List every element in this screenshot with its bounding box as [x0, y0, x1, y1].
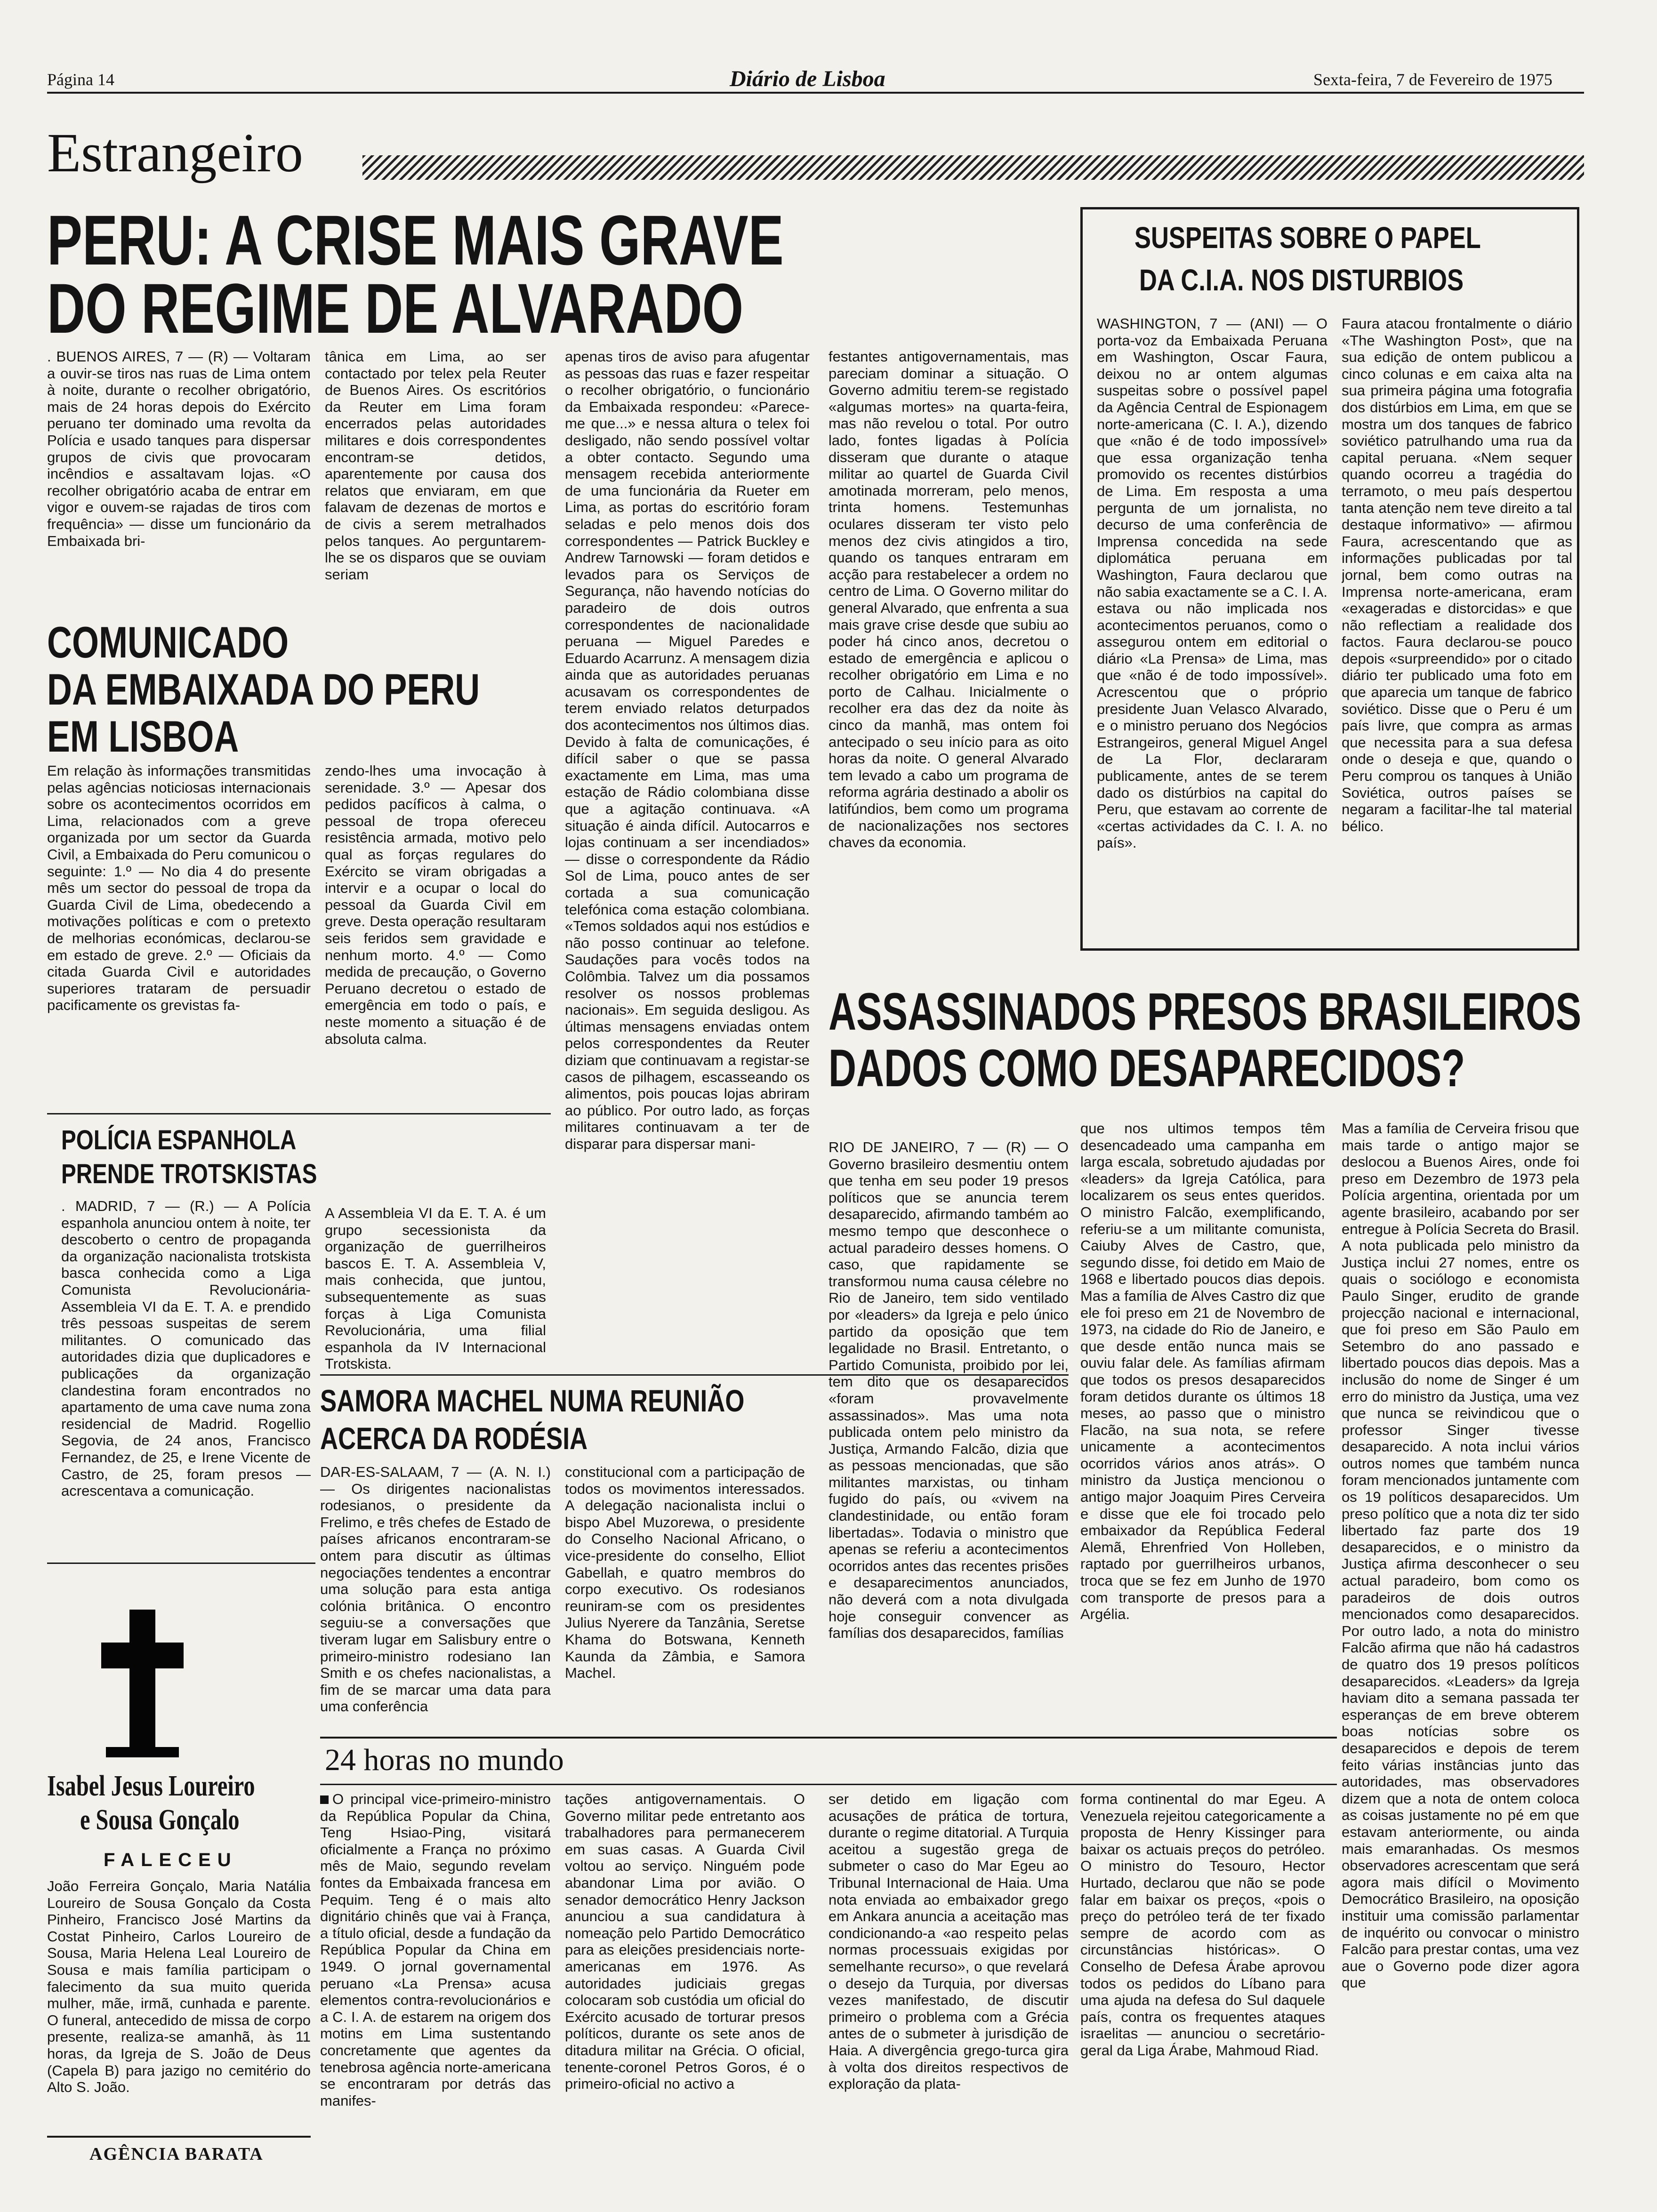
- cia-col-2: Faura atacou frontalmente o diário «The Washington Post», que na sua edição de ontem publicou a cinco colunas e em caixa alta na sua primeira página uma fotografia dos distúrbios em Lima, em que se mostra um dos tanques de fabrico soviético patrulhando uma rua da capital peruana. «Nem sequer quando ocorreu a tragédia do terramoto, o meu país despertou tanta atenção nem teve direito a tal destaque informativo» — afirmou Faura, acrescentando que as informações publicadas por tal jornal, bem como outras na Imprensa norte-americana, eram «exageradas e distorcidas» e que não reflectiam a realidade dos factos. Faura declarou-se pouco depois «surpreendido» por o citado diário ter publicado uma foto em que aparecia um tanque de fabrico soviético. Disse que o Peru é um país livre, que compra as armas que necessita para a sua defesa onde o deseja e que, quando o Peru comprou os tanques à União Soviética, outros países se negaram a facilitar-lhe tal material bélico.: [1342, 315, 1572, 834]
- brasil-col-1: RIO DE JANEIRO, 7 — (R) — O Governo brasileiro desmentiu ontem que tenha em seu poder 19 presos políticos que se anuncia terem desaparecido, afirmando também ao mesmo tempo que desconhece o actual paradeiro desses homens. O caso, que rapidamente se transformou numa causa célebre no Rio de Janeiro, tem sido ventilado por «leaders» da Igreja e pelo único partido da oposição que tem legalidade no Brasil. Entretanto, o Partido Comunista, proibido por lei, tem dito que os desaparecidos «foram provavelmente assassinados». Mas uma nota publicada ontem pelo ministro da Justiça, Armando Falcão, dizia que as pessoas mencionadas, que são militantes marxistas, ou tinham fugido do país, ou «vivem na clandestinidade, ou então foram libertadas». Todavia o ministro que apenas se referiu a acontecimentos ocorridos antes das recentes prisões e desaparecimentos anunciados, não deverá com a nota divulgada hoje conseguir convencer as famílias dos desaparecidos, famílias: [828, 1139, 1069, 1642]
- samora-col-2: constitucional com a participação de todos os movimentos interessados. A delegação nacionalista inclui o bispo Abel Muzorewa, o presidente do Conselho Nacional Africano, o vice-presidente do conselho, Elliot Gabellah, e quatro membros do corpo executivo. Os rodesianos reuniram-se com os presidentes Julius Nyerere da Tanzânia, Seretse Khama do Botswana, Kenneth Kaunda da Zâmbia, e Samora Machel.: [565, 1464, 805, 1682]
- samora-headline-2: ACERCA DA RODÉSIA: [320, 1421, 588, 1456]
- masthead-rule: [47, 92, 1584, 94]
- horas-rule: [320, 1737, 1337, 1739]
- obituary-rule: [47, 2136, 311, 2138]
- brasil-headline-1: ASSASSINADOS PRESOS BRASILEIROS: [828, 982, 1582, 1041]
- brasil-col-2: que nos ultimos tempos têm desencadeado uma campanha em larga escala, sobretudo ajudadas por «leaders» da Igreja Católica, para localizarem os seus entes queridos. O ministro Falcão, exemplificando, referiu-se a um militante comunista, Caiuby Alves de Castro, que, segundo disse, foi detido em Maio de 1968 e libertado poucos dias depois. Mas a família de Alves Castro diz que ele foi preso em 21 de Novembro de 1973, na cidade do Rio de Janeiro, e que desde então nunca mais se ouviu falar dele. As famílias afirmam que todos os presos desaparecidos foram detidos durante os últimos 18 meses, ao passo que o ministro Flacão, na sua nota, se refere unicamente a acontecimentos ocorridos vários anos atrás». O ministro da Justiça mencionou o antigo major Joaquim Pires Cerveira e disse que ele foi trocado pelo embaixador da República Federal Alemã, Ehrenfried Von Holleben, raptado por guerrilheiros urbanos, troca que se fez em Junho de 1970 com transporte de presos para a Argélia.: [1080, 1120, 1325, 1623]
- horas-col-1: O principal vice-primeiro-ministro da República Popular da China, Teng Hsiao-Ping, visitará oficialmente a França no próximo mês de Maio, segundo revelam fontes da Embaixada francesa em Pequim. Teng é o mais alto dignitário chinês que vai à França, a título oficial, desde a fundação da República Popular da China em 1949. O jornal governamental peruano «La Prensa» acusa elementos contra-revolucionários e a C. I. A. de estarem na origem dos motins em Lima sustentando concretamente que agentes da tenebrosa agência norte-americana se encontraram por detrás das manifes-: [320, 1791, 551, 2205]
- peru-col-2: tânica em Lima, ao ser contactado por telex pela Reuter de Buenos Aires. Os escritórios da Reuter em Lima foram encerrados pelas autoridades militares e dois correspondentes encontram-se detidos, aparentemente por causa dos relatos que enviaram, em que falavam de dezenas de mortos e de civis a serem metralhados pelos tanques. Ao perguntarem-lhe se os disparos que se ouviam seriam: [325, 348, 546, 583]
- obituary-agency: AGÊNCIA BARATA: [89, 2144, 264, 2164]
- policia-col-1: . MADRID, 7 — (R.) — A Polícia espanhola anunciou ontem à noite, ter descoberto o centro de propaganda da organização nacionalista trotskista basca conhecida como a Liga Comunista Revolucionária-Assembleia VI da E. T. A. e prendido três pessoas suspeitas de serem militantes. O comunicado das autoridades dizia que duplicadores e publicações da organização clandestina foram encontrados no apartamento de uma cave numa zona residencial de Madrid. Rogellio Segovia, de 24 anos, Francisco Fernandez, de 25, e Irene Vicente de Castro, de 25, foram presos — acrescentava a comunicação.: [61, 1198, 311, 1499]
- obituary-faleceu: FALECEU: [104, 1850, 238, 1870]
- samora-headline-1: SAMORA MACHEL NUMA REUNIÃO: [320, 1383, 745, 1418]
- samora-col-1: DAR-ES-SALAAM, 7 — (A. N. I.) — Os dirigentes nacionalistas rodesianos, o presidente da Frelimo, e três chefes de Estado de países africanos encontraram-se ontem para discutir as últimas negociações tendentes a encontrar uma solução para esta antiga colónia britânica. O encontro seguiu-se a conversações que tiveram lugar em Salisbury entre o primeiro-ministro rodesiano Ian Smith e os chefes nacionalistas, a fim de se marcar uma data para uma conferência: [320, 1464, 551, 1715]
- peru-col-1: . BUENOS AIRES, 7 — (R) — Voltaram a ouvir-se tiros nas ruas de Lima ontem à noite, durante o recolher obrigatório, mais de 24 horas depois do Exército peruano ter dominado uma revolta da Polícia e usado tanques para dispersar grupos de civis que provocaram incêndios e assaltavam lojas. «O recolher obrigatório acaba de entrar em vigor e ouvem-se rajadas de tiros com frequência» — disse um funcionário da Embaixada bri-: [47, 348, 311, 549]
- cia-col-1: WASHINGTON, 7 — (ANI) — O porta-voz da Embaixada Peruana em Washington, Oscar Faura, deixou no ar ontem algumas suspeitas sobre o possível papel da Agência Central de Espionagem norte-americana (C. I. A.), dizendo que «não é de todo impossível» que essa organização tenha promovido os recentes distúrbios de Lima. Em resposta a uma pergunta de um jornalista, no decurso de uma conferência de Imprensa concedida na sede diplomática peruana em Washington, Faura declarou que não sabia exactamente se a C. I. A. estava ou não implicada nos acontecimentos peruanos, como o assegurou ontem em editorial o diário «La Prensa» de Lima, mas que «não é de todo impossível». Acrescentou que o próprio presidente Juan Velasco Alvarado, e o ministro peruano dos Negócios Estrangeiros, general Miguel Angel de La Flor, declararam publicamente, antes de se terem dado os distúrbios na capital do Peru, que estavam ao corrente de «certas actividades da C. I. A. no país».: [1097, 315, 1327, 851]
- section-title: Estrangeiro: [47, 122, 303, 184]
- embaixada-col-2: zendo-lhes uma invocação à serenidade. 3.º — Apesar dos pedidos pacíficos à calma, o pessoal de tropa ofereceu resistência armada, motivo pelo qual as forças regulares do Exército se viram obrigadas a intervir e a ocupar o local do pessoal da Guarda Civil em greve. Desta operação resultaram seis feridos sem gravidade e nenhum morto. 4.º — Como medida de precaução, o Governo Peruano decretou o estado de emergência em todo o país, e neste momento a situação é de absoluta calma.: [325, 762, 546, 1047]
- embaixada-headline-1: COMUNICADO: [47, 617, 289, 667]
- horas-col-3: ser detido em ligação com acusações de prática de tortura, durante o regime ditatorial. A Turquia aceitou a sugestão grega de submeter o caso do Mar Egeu ao Tribunal Internacional de Haia. Uma nota enviada ao embaixador grego em Ankara anuncia a aceitação mas condicionando-a «ao respeito pelas normas processuais exigidas por semelhante recurso», o que revelará o desejo da Turquia, por diversas vezes manifestado, de discutir primeiro o problema com a Grécia antes de o submeter à jurisdição de Haia. A divergência grego-turca gira à volta dos direitos respectivos de exploração da plata-: [828, 1791, 1069, 2092]
- brasil-headline-2: DADOS COMO DESAPARECIDOS?: [828, 1039, 1465, 1098]
- obituary-name-1: Isabel Jesus Loureiro: [47, 1770, 255, 1802]
- embaixada-headline-2: DA EMBAIXADA DO PERU: [47, 665, 480, 714]
- policia-rule: [47, 1563, 315, 1564]
- embaixada-col-1: Em relação às informações transmitidas pelas agências noticiosas internacionais sobre os acontecimentos ocorridos em Lima, relacionados com a greve organizada por um sector da Guarda Civil, a Embaixada do Peru comunicou o seguinte: 1.º — No dia 4 do presente mês um sector do pessoal de tropa da Guarda Civil de Lima, obedecendo a motivações políticas e com o pretexto de melhorias económicas, declarou-se em estado de greve. 2.º — Oficiais da citada Guarda Civil e autoridades superiores trataram de persuadir pacificamente os grevistas fa-: [47, 762, 311, 1014]
- policia-headline-1: POLÍCIA ESPANHOLA: [61, 1125, 297, 1155]
- policia-col-2: A Assembleia VI da E. T. A. é um grupo secessionista da organização de guerrilheiros bascos E. T. A. Assembleia V, mais conhecida, que juntou, subsequentemente as suas forças à Liga Comunista Revolucionária, uma filial espanhola da IV Internacional Trotskista.: [325, 1205, 546, 1372]
- newspaper-name: Diário de Lisboa: [730, 66, 885, 91]
- embaixada-rule: [47, 1113, 551, 1114]
- cia-headline-2: DA C.I.A. NOS DISTURBIOS: [1139, 263, 1464, 297]
- brasil-col-3: Mas a família de Cerveira frisou que mais tarde o antigo major se deslocou a Buenos Aires, onde foi preso em Dezembro de 1973 pela Polícia argentina, orientada por um agente brasileiro, acabando por ser entregue à Polícia Secreta do Brasil. A nota publicada pelo ministro da Justiça inclui 27 nomes, entre os quais o sociólogo e economista Paulo Singer, erudito de grande projecção nacional e internacional, que foi preso em São Paulo em Setembro do ano passado e libertado poucos dias depois. Mas a inclusão do nome de Singer é um erro do ministro da Justiça, uma vez que nunca se reivindicou que o professor Singer tivesse desaparecido. A nota inclui vários outros nomes que também nunca foram mencionados juntamente com os 19 políticos desaparecidos. Um preso político que a nota diz ter sido libertado faz parte dos 19 desaparecidos, e o ministro da Justiça afirma desconhecer o seu actual paradeiro, bom como os paradeiros de dois outros mencionados como desaparecidos. Por outro lado, a nota do ministro Falcão afirma que não há cadastros de quatro dos 19 presos políticos desaparecidos. «Leaders» da Igreja haviam dito a semana passada ter esperanças de em breve obterem boas notícias sobre os desaparecidos e depois de terem feito várias instâncias junto das autoridades, mas observadores dizem que a nota de ontem coloca as coisas justamente no pé em que estavam anteriormente, ou ainda mais emaranhadas. Os mesmos observadores acrescentam que será agora mais difícil o Movimento Democrático Brasileiro, na oposição instituir uma comissão parlamentar de inquérito ou convocar o ministro Falcão para prestar contas, uma vez aue o Governo pode dizer agora que: [1342, 1120, 1579, 1991]
- policia-headline-2: PRENDE TROTSKISTAS: [61, 1159, 317, 1189]
- peru-col-3: apenas tiros de aviso para afugentar as pessoas das ruas e fazer respeitar o recolher obrigatório, o funcionário da Embaixada respondeu: «Parece-me que...» e nessa altura o telex foi desligado, não sendo possível voltar a obter contacto. Segundo uma mensagem recebida anteriormente de uma funcionária da Rueter em Lima, as portas do escritório foram seladas e pelo menos dois dos correspondentes — Patrick Buckley e Andrew Tarnowski — foram detidos e levados para os Serviços de Segurança, não havendo notícias do paradeiro de dois outros correspondentes de nacionalidade peruana — Miguel Paredes e Eduardo Acarrunz. A mensagem dizia ainda que as autoridades peruanas acusavam os correspondentes de terem enviado relatos deturpados dos acontecimentos nos últimos dias. Devido à falta de comunicações, é difícil saber o que se passa exactamente em Lima, mas uma estação de Rádio colombiana disse que a agitação continuava. «A situação é ainda difícil. Autocarros e lojas continuam a ser incendiados» — disse o correspondente da Rádio Sol de Lima, pouco antes de ser cortada a sua comunicação telefónica coma estação colombiana. «Temos soldados aqui nos estúdios e não posso continuar ao telefone. Saudações para vocês todos na Colômbia. Talvez um dia possamos resolver os nossos problemas nacionais». Em seguida desligou. As últimas mensagens enviadas ontem pelos correspondentes da Reuter diziam que continuavam a registar-se casos de pilhagem, escasseando os alimentos, pois poucas lojas abriram ao público. Por outro lado, as forças militares continuavam a ter de disparar para dispersar mani-: [565, 348, 810, 1152]
- peru-headline-2: DO REGIME DE ALVARADO: [47, 269, 744, 348]
- peru-headline-1: PERU: A CRISE MAIS GRAVE: [47, 200, 784, 280]
- embaixada-headline-3: EM LISBOA: [47, 712, 239, 761]
- peru-col-4: festantes antigovernamentais, mas pareciam dominar a situação. O Governo admitiu terem-se registado «algumas mortes» na quarta-feira, mas não revelou o total. Por outro lado, fontes ligadas à Polícia disseram que durante o ataque militar ao quartel de Guarda Civil amotinada morreram, pelo menos, trinta homens. Testemunhas oculares disseram ter visto pelo menos dez civis atingidos a tiro, quando os tanques entraram em acção para restabelecer a ordem no centro de Lima. O Governo militar do general Alvarado, que enfrenta a sua mais grave crise desde que subiu ao poder há cinco anos, decretou o estado de emergência e aplicou o recolher obrigatório em Lima e no porto de Calhau. Inicialmente o recolher era das dez da noite às cinco da manhã, mas ontem foi antecipado o seu início para as oito horas da noite. O general Alvarado tem levado a cabo um programa de reforma agrária destinado a abolir os latifúndios, bem como um programa de nacionalizações nos sectores chaves da economia.: [828, 348, 1069, 851]
- obituary-text: João Ferreira Gonçalo, Maria Natália Loureiro de Sousa Gonçalo da Costa Pinheiro, Francisco José Martins da Costat Pinheiro, Carlos Loureiro de Sousa, Maria Helena Leal Loureiro de Sousa e mais família participam o falecimento da sua muito querida mulher, mãe, irmã, cunhada e parente. O funeral, antecedido de missa de corpo presente, realiza-se amanhã, às 11 horas, da Igreja de S. João de Deus (Capela B) para jazigo no cemitério do Alto S. João.: [47, 1878, 311, 2096]
- horas-title: 24 horas no mundo: [325, 1743, 564, 1777]
- obituary-name-2: e Sousa Gonçalo: [80, 1804, 240, 1836]
- cia-headline-1: SUSPEITAS SOBRE O PAPEL: [1134, 221, 1481, 255]
- horas-underline: [320, 1784, 1337, 1785]
- horas-col-4: forma continental do mar Egeu. A Venezuela rejeitou categoricamente a proposta de Henry Kissinger para baixar os actuais preços do petróleo. O ministro do Tesouro, Hector Hurtado, declarou que não se pode falar em baixar os preços, «pois o preço do petróleo terá de ter fixado sempre de acordo com as circunstâncias históricas». O Conselho de Defesa Árabe aprovou todos os pedidos do Líbano para uma ajuda na defesa do Sul daquele país, contra os frequentes ataques israelitas — anunciou o secretário-geral da Liga Árabe, Mahmoud Riad.: [1080, 1791, 1325, 2059]
- horas-col-2: tações antigovernamentais. O Governo militar pede entretanto aos trabalhadores para permanecerem em suas casas. A Guarda Civil voltou ao serviço. Ninguém pode abandonar Lima por avião. O senador democrático Henry Jackson anunciou a sua candidatura à nomeação pelo Partido Democrático para as eleições presidenciais norte-americanas em 1976. As autoridades judiciais gregas colocaram sob custódia um oficial do Exército acusado de torturar presos políticos, durante os sete anos de ditadura militar na Grécia. O oficial, tenente-coronel Petros Goros, é o primeiro-oficial no activo a: [565, 1791, 805, 2092]
- issue-date: Sexta-feira, 7 de Fevereiro de 1975: [1313, 70, 1552, 89]
- page-number: Página 14: [47, 70, 114, 89]
- section-hatch: [362, 155, 1584, 180]
